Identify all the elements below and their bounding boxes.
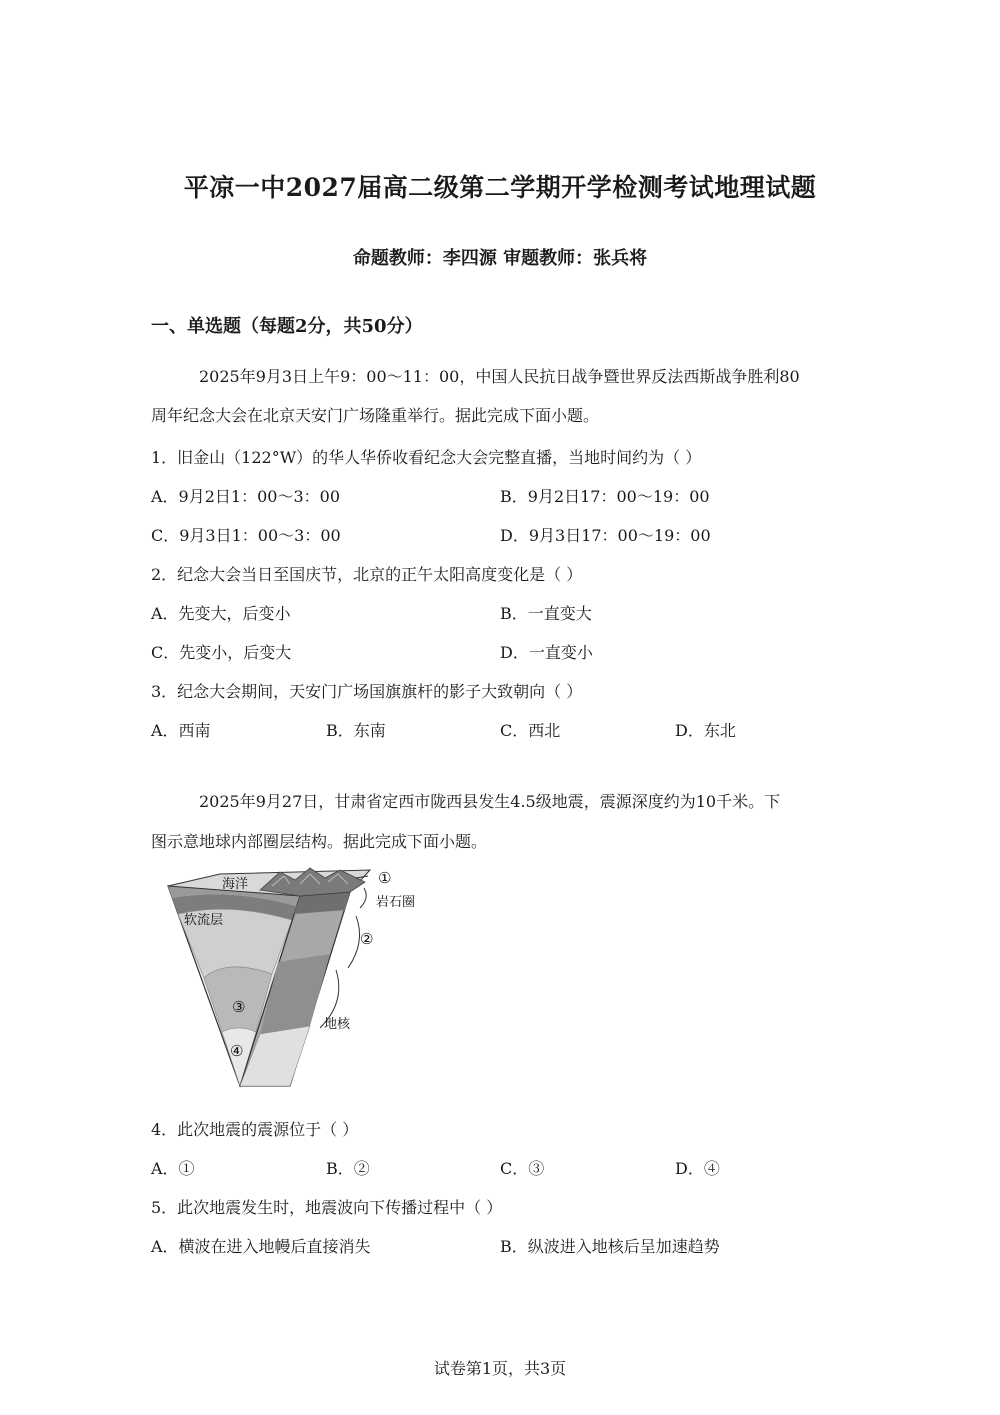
- q3-option-b: B．东南: [326, 721, 386, 740]
- page-title: 平凉一中2027届高二级第二学期开学检测考试地理试题: [183, 173, 817, 202]
- mantle-bracket: [348, 916, 360, 968]
- passage1-line2: 周年纪念大会在北京天安门广场隆重举行。据此完成下面小题。: [151, 406, 600, 425]
- q5-option-b: B．纵波进入地核后呈加速趋势: [500, 1237, 720, 1256]
- label-marker-4: ④: [230, 1042, 244, 1060]
- passage2-line2: 图示意地球内部圈层结构。据此完成下面小题。: [151, 832, 488, 851]
- question-3: 3．纪念大会期间，天安门广场国旗旗杆的影子大致朝向（ ）: [151, 682, 583, 701]
- passage1-line1: 2025年9月3日上午9：00～11：00，中国人民抗日战争暨世界反法西斯战争胜利80: [199, 367, 800, 386]
- label-asthenosphere: 软流层: [184, 913, 224, 928]
- q2-option-b: B．一直变大: [500, 604, 592, 623]
- q4-option-d: D．④: [675, 1159, 720, 1178]
- label-core: 地核: [324, 1017, 351, 1032]
- q4-option-c: C．③: [500, 1159, 545, 1178]
- lithosphere-bracket: [360, 888, 366, 908]
- q5-option-a: A．横波在进入地幔后直接消失: [151, 1237, 371, 1256]
- question-1: 1．旧金山（122°W）的华人华侨收看纪念大会完整直播，当地时间约为（ ）: [151, 448, 702, 467]
- label-marker-3: ③: [232, 998, 246, 1016]
- q2-option-a: A．先变大，后变小: [151, 604, 291, 623]
- q1-option-d: D．9月3日17：00～19：00: [500, 526, 711, 545]
- q4-option-b: B．②: [326, 1159, 370, 1178]
- label-lithosphere: 岩石圈: [376, 895, 416, 910]
- q4-option-a: A．①: [151, 1159, 195, 1178]
- q3-option-c: C．西北: [500, 721, 561, 740]
- q3-option-a: A．西南: [151, 721, 211, 740]
- label-marker-1: ①: [378, 869, 392, 887]
- label-ocean: 海洋: [222, 877, 249, 892]
- passage2-line1: 2025年9月27日，甘肃省定西市陇西县发生4.5级地震，震源深度约为10千米。下: [199, 792, 781, 811]
- teacher-info: 命题教师：李四源 审题教师：张兵将: [352, 248, 648, 269]
- page-footer: 试卷第1页，共3页: [433, 1359, 567, 1378]
- q1-option-b: B．9月2日17：00～19：00: [500, 487, 710, 506]
- q2-option-c: C．先变小，后变大: [151, 643, 292, 662]
- question-2: 2．纪念大会当日至国庆节，北京的正午太阳高度变化是（ ）: [151, 565, 583, 584]
- section-heading: 一、单选题（每题2分，共50分）: [151, 316, 423, 337]
- earth-structure-figure: [160, 862, 440, 1094]
- q3-option-d: D．东北: [675, 721, 736, 740]
- q2-option-d: D．一直变小: [500, 643, 593, 662]
- question-5: 5．此次地震发生时，地震波向下传播过程中（ ）: [151, 1198, 503, 1217]
- question-4: 4．此次地震的震源位于（ ）: [151, 1120, 359, 1139]
- q1-option-c: C．9月3日1：00～3：00: [151, 526, 341, 545]
- label-marker-2: ②: [360, 930, 374, 948]
- q1-option-a: A．9月2日1：00～3：00: [151, 487, 340, 506]
